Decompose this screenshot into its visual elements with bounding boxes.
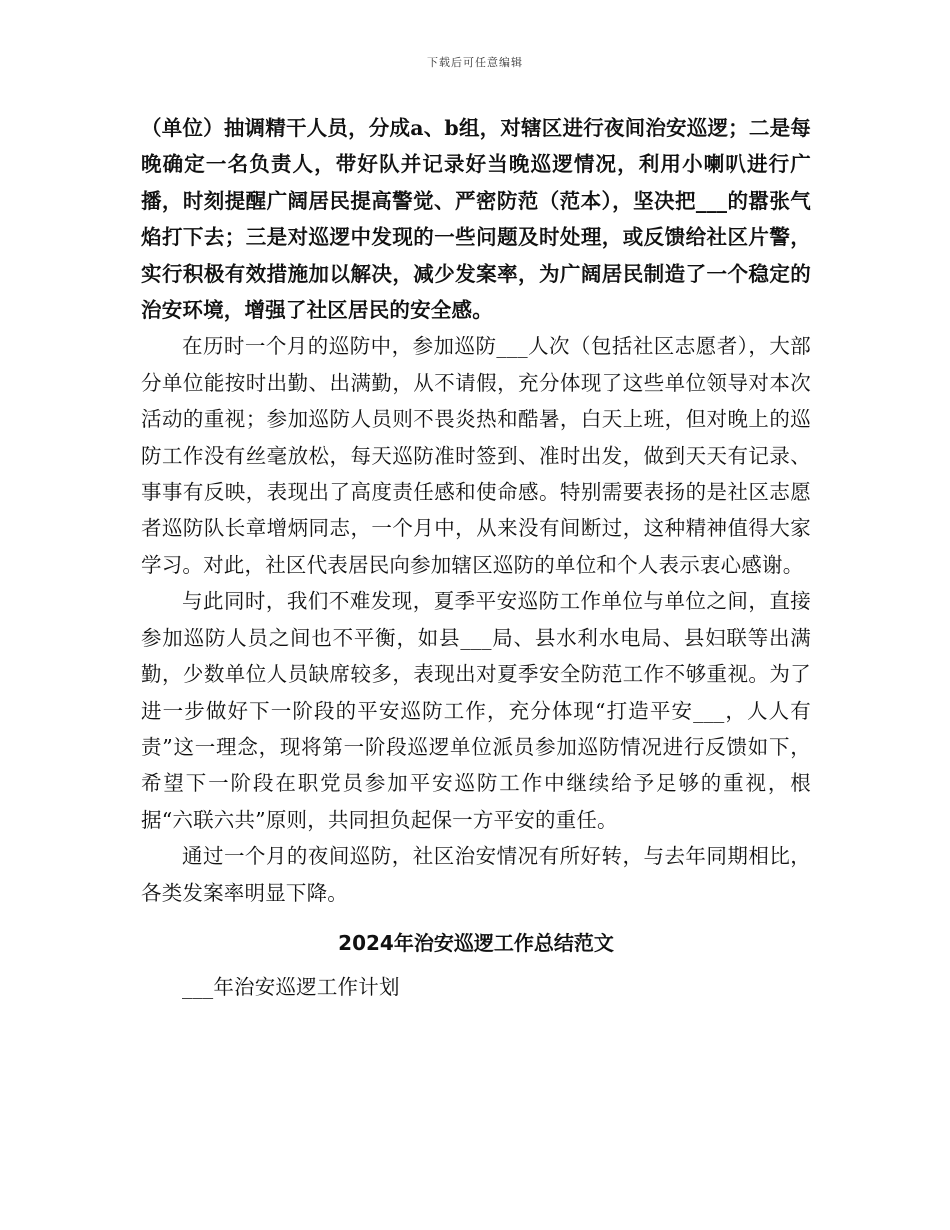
page-header: 下载后可任意编辑: [427, 56, 523, 69]
section-first-line: ___年治安巡逻工作计划: [182, 974, 400, 999]
paragraph-1: （单位）抽调精干人员，分成a、b组，对辖区进行夜间治安巡逻；二是每晚确定一名负责人，带好队并记录好当晚巡逻情况，利用小喇叭进行广播，时刻提醒广阔居民提高警觉、严密防范（范本），坚决把___的嚣张气焰打下去；三是对巡逻中发现的一些问题及时处理，或反馈给社区片警，实行积极有效措施加以解决，减少发案率，为广阔居民制造了一个稳定的治安环境，增强了社区居民的安全感。: [141, 116, 811, 323]
paragraph-4: 通过一个月的夜间巡防，社区治安情况有所好转，与去年同期相比，各类发案率明显下降。: [141, 844, 811, 905]
paragraph-2: 在历时一个月的巡防中，参加巡防___人次（包括社区志愿者），大部分单位能按时出勤、出满勤，从不请假，充分体现了这些单位领导对本次活动的重视；参加巡防人员则不畏炎热和酷暑，白天上班，但对晚上的巡防工作没有丝毫放松，每天巡防准时签到、准时出发，做到天天有记录、事事有反映，表现出了高度责任感和使命感。特别需要表扬的是社区志愿者巡防队长章增炳同志，一个月中，从来没有间断过，这种精神值得大家学习。对此，社区代表居民向参加辖区巡防的单位和个人表示衷心感谢。: [141, 334, 811, 577]
document-body: [141, 110, 811, 1005]
paragraph-3: 与此同时，我们不难发现，夏季平安巡防工作单位与单位之间，直接参加巡防人员之间也不平衡，如县___局、县水利水电局、县妇联等出满勤，少数单位人员缺席较多，表现出对夏季安全防范工作不够重视。为了进一步做好下一阶段的平安巡防工作，充分体现“打造平安___，人人有责”这一理念，现将第一阶段巡逻单位派员参加巡防情况进行反馈如下，希望下一阶段在职党员参加平安巡防工作中继续给予足够的重视，根据“六联六共”原则，共同担负起保一方平安的重任。: [141, 589, 811, 832]
section-title: 2024年治安巡逻工作总结范文: [338, 930, 614, 955]
